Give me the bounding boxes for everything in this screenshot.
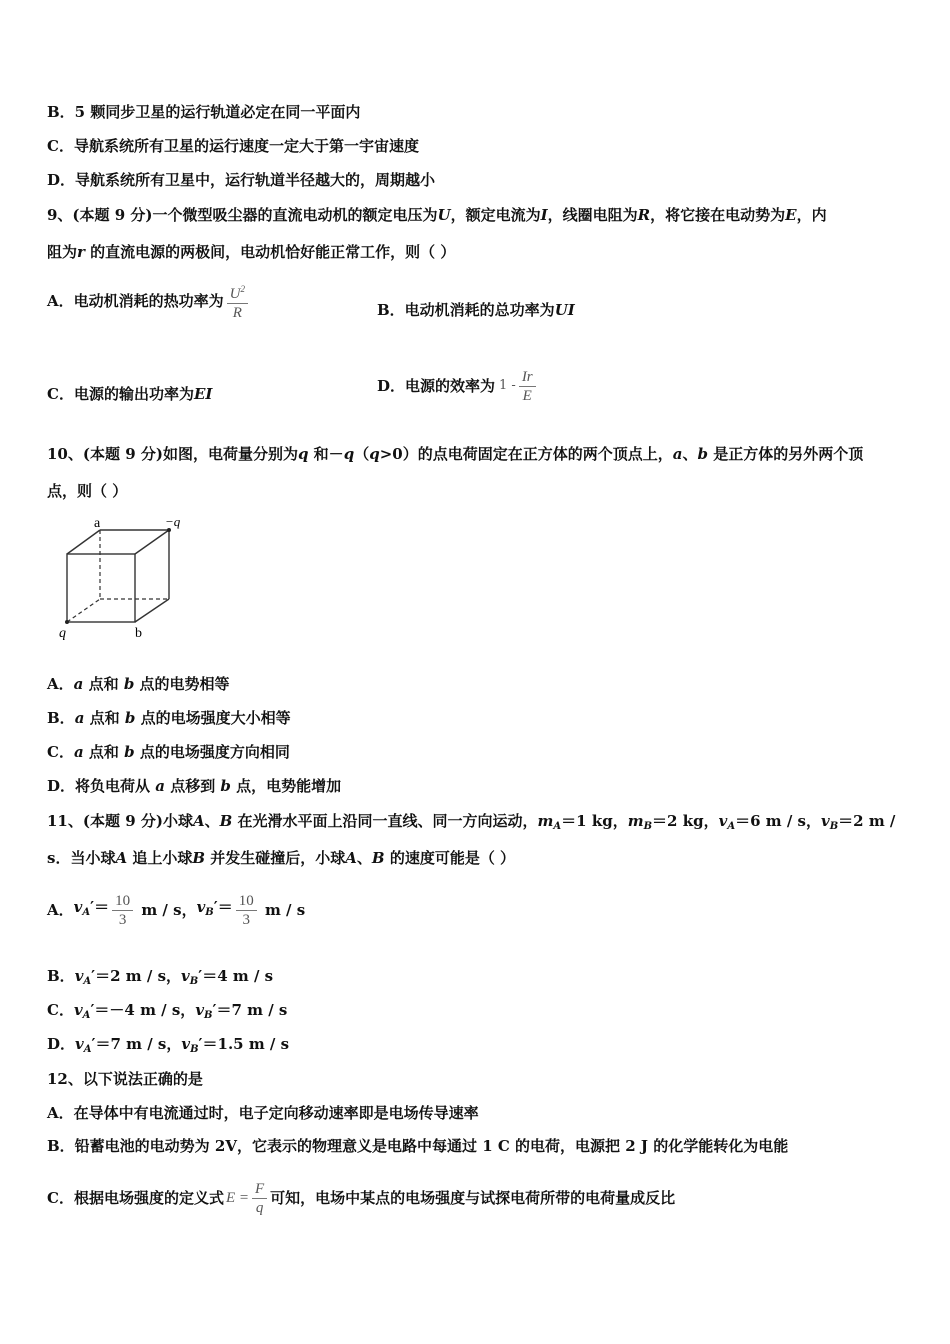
q11-a-fraction-1: $\frac{10}{3}$ [112,892,133,929]
label-a: a [94,516,101,531]
cube-edge [135,599,169,622]
q11-stem-line1: 11、(本题 9 分)小球A、B 在光滑水平面上沿同一直线、同一方向运动，$m_A=1$ kg，$m_B=2$ kg，$v_A=6$ m / s，$v_B=2$ m / [47,812,896,832]
q12-stem: 12、以下说法正确的是 [47,1070,203,1088]
cube-hidden-edge [67,599,100,622]
q12-option-a: A．在导体中有电流通过时，电子定向移动速率即是电场传导速率 [47,1104,479,1122]
q9-option-a: A．电动机消耗的热功率为 $\frac{U^2}{R}$ [47,280,251,322]
q12-option-b: B．铅蓄电池的电动势为 2V，它表示的物理意义是电路中每通过 1 C 的电荷，电源把 2 J 的化学能转化为电能 [47,1137,789,1155]
q8-option-d: D．导航系统所有卫星中，运行轨道半径越大的，周期越小 [47,171,436,189]
label-q: q [59,626,66,641]
q11-option-c: C．$v_A'=-4$ m / s，$v_B'=7$ m / s [47,1001,288,1021]
q9-d-fraction: $\frac{Ir}{E}$ [519,368,536,405]
q10-cube-figure [52,516,202,646]
cube-front-face [67,554,135,622]
q10-option-c: C．a 点和 b 点的电场强度方向相同 [47,743,290,761]
q12-option-c: C．根据电场强度的定义式 E = $\frac{F}{q}$ 可知，电场中某点的电场强度与试探电荷所带的电荷量成反比 [47,1180,676,1216]
q8-option-b: B．5 颗同步卫星的运行轨道必定在同一平面内 [47,103,361,121]
label-negq: −q [165,516,181,529]
q10-option-d: D．将负电荷从 a 点移到 b 点，电势能增加 [47,777,342,795]
q11-option-b: B．$v_A'=2$ m / s，$v_B'=4$ m / s [47,967,274,987]
q10-stem-line1: 10、(本题 9 分)如图，电荷量分别为q 和－q（q>0）的点电荷固定在正方体的两个顶点上，a、b 是正方体的另外两个顶 [47,445,864,463]
cube-edge [135,530,169,554]
q11-stem-line2: s．当小球A 追上小球B 并发生碰撞后，小球A、B 的速度可能是（ ） [47,849,516,867]
label-b: b [135,626,142,641]
q11-option-a: A．$v_A'=$ $\frac{10}{3}$ m / s，$v_B'=$ $\frac{10}{3}$ m / s [47,892,306,928]
cube-edge [67,530,100,554]
q9-stem-line1: 9、(本题 9 分)一个微型吸尘器的直流电动机的额定电压为U，额定电流为I，线圈电阻为R，将它接在电动势为E，内 [47,206,827,224]
q12-c-fraction: $\frac{F}{q}$ [252,1180,267,1217]
q10-stem-line2: 点，则（ ） [47,482,128,500]
q9-option-b: B．电动机消耗的总功率为UI [377,301,575,319]
q8-option-c: C．导航系统所有卫星的运行速度一定大于第一宇宙速度 [47,137,419,155]
q11-a-fraction-2: $\frac{10}{3}$ [236,892,257,929]
q9-option-d: D．电源的效率为 1 - $\frac{Ir}{E}$ [377,365,539,406]
q11-option-d: D．$v_A'=7$ m / s，$v_B'=1.5$ m / s [47,1035,290,1055]
charge-q-point [65,620,69,624]
q9-option-c: C．电源的输出功率为EI [47,385,213,403]
q10-option-b: B．a 点和 b 点的电场强度大小相等 [47,709,291,727]
q9-stem-line2: 阻为r 的直流电源的两极间，电动机恰好能正常工作，则（ ） [47,243,456,261]
q10-option-a: A．a 点和 b 点的电势相等 [47,675,230,693]
q9-a-fraction: $\frac{U^2}{R}$ [227,280,248,322]
